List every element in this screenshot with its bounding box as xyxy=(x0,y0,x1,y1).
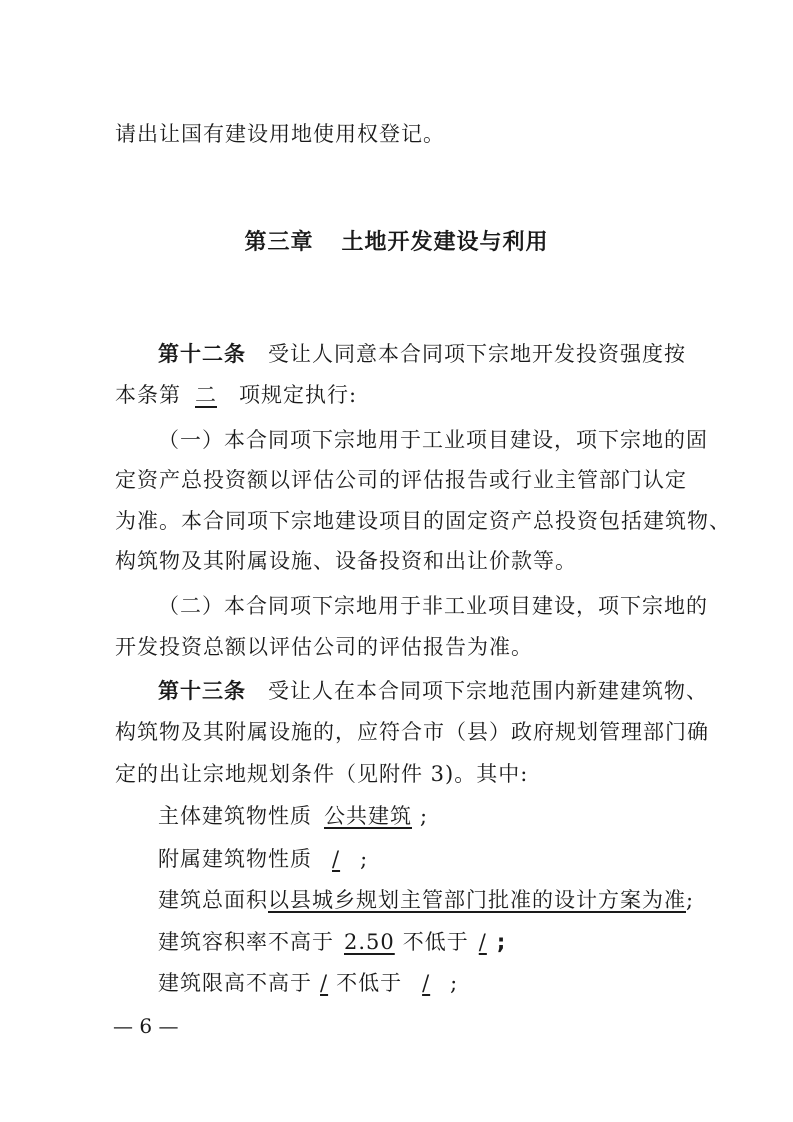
main-building-nature xyxy=(158,802,428,830)
chapter-title: 土地开发建设与利用 xyxy=(341,230,549,255)
total-floor-area xyxy=(158,886,694,914)
chapter-heading xyxy=(0,228,793,258)
art12-item1-line2: 定资产总投资额以评估公司的评估报告或行业主管部门认定 xyxy=(115,468,687,492)
art12-item1-line4: 构筑物及其附属设施、设备投资和出让价款等。 xyxy=(115,549,577,573)
art13-line2: 构筑物及其附属设施的，应符合市（县）政府规划管理部门确 xyxy=(115,720,709,744)
area-value: 以县城乡规划主管部门批准的设计方案为准 xyxy=(268,888,686,912)
art12-line2-post: 项规定执行: xyxy=(239,383,358,407)
main-nature-label: 主体建筑物性质 xyxy=(158,804,312,828)
aux-nature-field xyxy=(312,847,360,871)
art13-line3: 定的出让宗地规划条件（见附件 3)。其中: xyxy=(115,762,529,786)
main-nature-field xyxy=(312,804,420,828)
height-min-label: 不低于 xyxy=(336,971,403,995)
semicolon: ; xyxy=(420,804,429,828)
height-max-value: / xyxy=(320,971,329,995)
art12-item-value xyxy=(181,383,239,407)
floor-area-ratio xyxy=(158,928,506,956)
art13-text1: 受让人在本合同项下宗地范围内新建建筑物、 xyxy=(268,679,708,703)
art12-label: 第十二条 xyxy=(158,342,246,366)
aux-nature-value: / xyxy=(332,847,341,871)
far-min-value: / xyxy=(478,930,487,954)
semicolon: ; xyxy=(360,847,369,871)
art12-line2-pre: 本条第 xyxy=(115,383,181,407)
aux-building-nature xyxy=(158,845,368,873)
art12-item2-line2: 开发投资总额以评估公司的评估报告为准。 xyxy=(115,635,533,659)
height-label: 建筑限高不高于 xyxy=(158,971,312,995)
far-max-field xyxy=(334,930,403,954)
art12-text1: 受让人同意本合同项下宗地开发投资强度按 xyxy=(268,342,686,366)
semicolon: ; xyxy=(686,888,695,912)
far-min-field xyxy=(469,930,497,954)
art13-label: 第十三条 xyxy=(158,679,246,703)
main-nature-value: 公共建筑 xyxy=(324,804,412,828)
height-limit xyxy=(158,969,458,997)
chapter-number: 第三章 xyxy=(244,230,314,255)
height-max-field xyxy=(312,971,336,995)
art12-line1 xyxy=(158,340,686,368)
art12-line2 xyxy=(115,381,357,409)
far-label: 建筑容积率不高于 xyxy=(158,930,334,954)
semicolon: ; xyxy=(496,930,507,954)
art13-line1 xyxy=(158,677,708,705)
semicolon: ; xyxy=(450,971,459,995)
art12-item2-line1: （二）本合同项下宗地用于非工业项目建设，项下宗地的 xyxy=(158,594,708,618)
height-min-value: / xyxy=(422,971,431,995)
height-min-field xyxy=(402,971,450,995)
art12-item-value-text: 二 xyxy=(195,383,217,407)
art12-item1-line3: 为准。本合同项下宗地建设项目的固定资产总投资包括建筑物、 xyxy=(115,509,731,533)
aux-nature-label: 附属建筑物性质 xyxy=(158,847,312,871)
far-max-value: 2.50 xyxy=(344,930,395,954)
intro-tail-text: 请出让国有建设用地使用权登记。 xyxy=(115,122,445,146)
page-number: — 6 — xyxy=(113,1014,179,1038)
area-label: 建筑总面积 xyxy=(158,888,268,912)
art12-item1-line1: （一）本合同项下宗地用于工业项目建设，项下宗地的固 xyxy=(158,428,708,452)
far-min-label: 不低于 xyxy=(402,930,469,954)
